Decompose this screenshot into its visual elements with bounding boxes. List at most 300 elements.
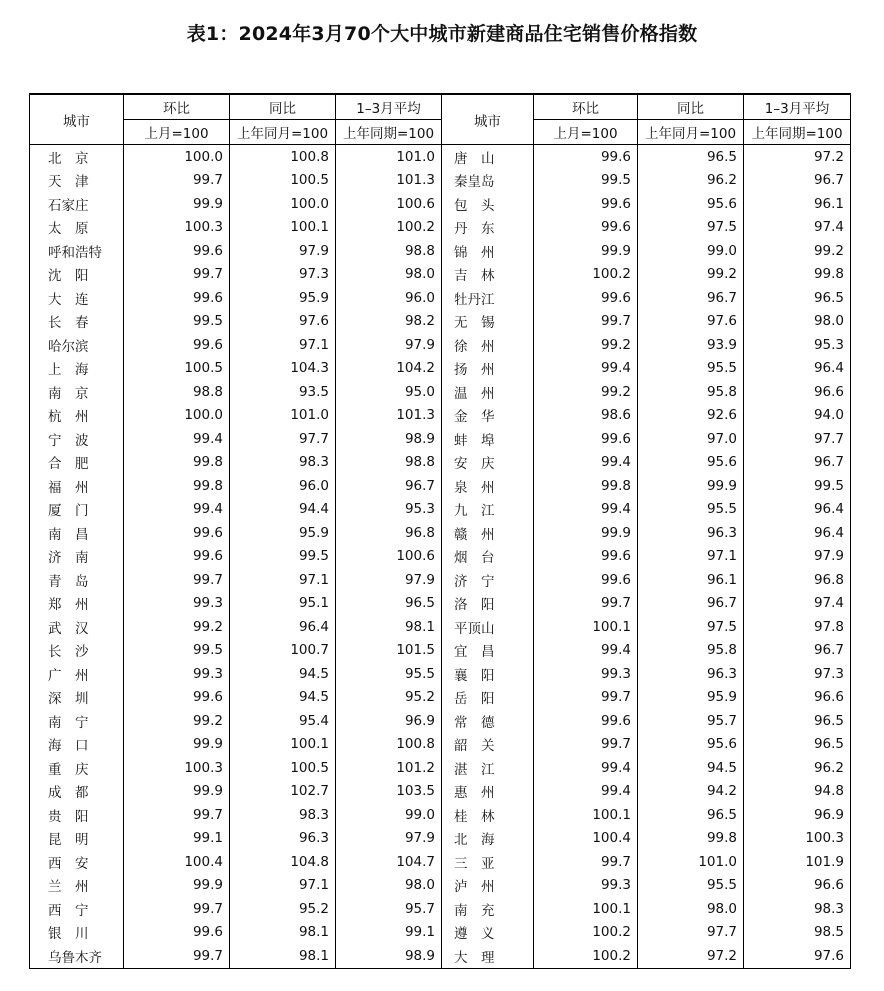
mom-value: 99.4 <box>534 756 638 780</box>
table-row <box>30 756 851 780</box>
yoy-value: 94.5 <box>230 686 336 710</box>
city-name: 青 岛 <box>30 568 124 592</box>
avg-value: 98.9 <box>336 944 442 968</box>
avg-value: 97.4 <box>744 592 851 616</box>
yoy-value: 97.7 <box>230 427 336 451</box>
yoy-value: 94.5 <box>230 662 336 686</box>
yoy-value: 98.0 <box>638 897 744 921</box>
yoy-value: 94.5 <box>638 756 744 780</box>
city-name: 长 沙 <box>30 639 124 663</box>
table-row <box>30 897 851 921</box>
city-name: 唐 山 <box>442 145 534 169</box>
yoy-value: 97.9 <box>230 239 336 263</box>
mom-value: 99.6 <box>534 192 638 216</box>
mom-value: 100.1 <box>534 897 638 921</box>
table-row <box>30 286 851 310</box>
avg-value: 97.2 <box>744 145 851 169</box>
yoy-value: 104.8 <box>230 850 336 874</box>
table-row <box>30 850 851 874</box>
mom-value: 99.7 <box>534 686 638 710</box>
mom-value: 99.7 <box>124 568 230 592</box>
city-name: 桂 林 <box>442 803 534 827</box>
yoy-value: 100.0 <box>230 192 336 216</box>
yoy-value: 101.0 <box>638 850 744 874</box>
mom-value: 99.2 <box>124 709 230 733</box>
avg-value: 99.1 <box>336 921 442 945</box>
avg-value: 96.7 <box>744 639 851 663</box>
avg-value: 95.2 <box>336 686 442 710</box>
table-row <box>30 216 851 240</box>
avg-value: 101.3 <box>336 169 442 193</box>
city-name: 北 京 <box>30 145 124 169</box>
city-name: 金 华 <box>442 404 534 428</box>
column-header-avg: 1–3月平均 <box>336 94 442 120</box>
city-name: 韶 关 <box>442 733 534 757</box>
mom-value: 99.7 <box>124 944 230 968</box>
city-name: 济 南 <box>30 545 124 569</box>
yoy-value: 96.2 <box>638 169 744 193</box>
city-name: 呼和浩特 <box>30 239 124 263</box>
avg-value: 96.0 <box>336 286 442 310</box>
mom-value: 99.9 <box>124 874 230 898</box>
city-name: 乌鲁木齐 <box>30 944 124 968</box>
mom-value: 100.5 <box>124 357 230 381</box>
city-name: 三 亚 <box>442 850 534 874</box>
avg-value: 99.5 <box>744 474 851 498</box>
avg-value: 97.6 <box>744 944 851 968</box>
yoy-value: 100.5 <box>230 756 336 780</box>
yoy-value: 95.6 <box>638 192 744 216</box>
avg-value: 104.7 <box>336 850 442 874</box>
city-name: 大 理 <box>442 944 534 968</box>
yoy-value: 93.9 <box>638 333 744 357</box>
avg-value: 96.4 <box>744 498 851 522</box>
city-name: 泸 州 <box>442 874 534 898</box>
avg-value: 96.4 <box>744 521 851 545</box>
mom-value: 99.1 <box>124 827 230 851</box>
mom-value: 99.7 <box>124 169 230 193</box>
city-name: 银 川 <box>30 921 124 945</box>
table-row <box>30 145 851 169</box>
city-name: 杭 州 <box>30 404 124 428</box>
avg-value: 94.0 <box>744 404 851 428</box>
avg-value: 103.5 <box>336 780 442 804</box>
table-row <box>30 874 851 898</box>
avg-value: 96.1 <box>744 192 851 216</box>
avg-value: 96.9 <box>336 709 442 733</box>
city-name: 吉 林 <box>442 263 534 287</box>
avg-value: 97.4 <box>744 216 851 240</box>
avg-value: 98.5 <box>744 921 851 945</box>
mom-value: 99.9 <box>124 733 230 757</box>
avg-value: 96.8 <box>744 568 851 592</box>
table-row <box>30 333 851 357</box>
yoy-value: 100.1 <box>230 733 336 757</box>
yoy-value: 99.8 <box>638 827 744 851</box>
city-name: 赣 州 <box>442 521 534 545</box>
yoy-value: 104.3 <box>230 357 336 381</box>
city-name: 扬 州 <box>442 357 534 381</box>
city-name: 济 宁 <box>442 568 534 592</box>
yoy-value: 99.9 <box>638 474 744 498</box>
city-name: 兰 州 <box>30 874 124 898</box>
yoy-value: 95.6 <box>638 451 744 475</box>
avg-value: 99.8 <box>744 263 851 287</box>
avg-value: 98.8 <box>336 451 442 475</box>
city-name: 郑 州 <box>30 592 124 616</box>
table-row <box>30 568 851 592</box>
city-name: 湛 江 <box>442 756 534 780</box>
city-name: 重 庆 <box>30 756 124 780</box>
avg-value: 96.7 <box>744 451 851 475</box>
mom-value: 99.6 <box>534 427 638 451</box>
table-row <box>30 192 851 216</box>
table-row <box>30 521 851 545</box>
city-name: 西 安 <box>30 850 124 874</box>
yoy-value: 101.0 <box>230 404 336 428</box>
avg-value: 98.3 <box>744 897 851 921</box>
table-row <box>30 357 851 381</box>
city-name: 贵 阳 <box>30 803 124 827</box>
yoy-value: 97.3 <box>230 263 336 287</box>
avg-value: 96.5 <box>744 733 851 757</box>
avg-value: 98.0 <box>744 310 851 334</box>
yoy-value: 100.5 <box>230 169 336 193</box>
avg-value: 96.6 <box>744 380 851 404</box>
mom-value: 99.6 <box>534 568 638 592</box>
city-name: 沈 阳 <box>30 263 124 287</box>
yoy-value: 96.3 <box>638 662 744 686</box>
yoy-value: 94.2 <box>638 780 744 804</box>
city-name: 长 春 <box>30 310 124 334</box>
table-row <box>30 639 851 663</box>
mom-value: 99.7 <box>534 310 638 334</box>
city-name: 烟 台 <box>442 545 534 569</box>
mom-value: 99.8 <box>124 474 230 498</box>
city-name: 哈尔滨 <box>30 333 124 357</box>
yoy-value: 96.7 <box>638 286 744 310</box>
mom-value: 99.2 <box>534 380 638 404</box>
yoy-value: 95.9 <box>638 686 744 710</box>
mom-value: 99.7 <box>534 850 638 874</box>
mom-value: 100.0 <box>124 404 230 428</box>
table-row <box>30 733 851 757</box>
avg-value: 96.8 <box>336 521 442 545</box>
mom-value: 99.9 <box>124 192 230 216</box>
yoy-value: 96.1 <box>638 568 744 592</box>
yoy-value: 95.5 <box>638 498 744 522</box>
mom-value: 100.1 <box>534 803 638 827</box>
city-name: 岳 阳 <box>442 686 534 710</box>
avg-value: 96.6 <box>744 686 851 710</box>
yoy-value: 94.4 <box>230 498 336 522</box>
mom-value: 99.5 <box>124 310 230 334</box>
mom-value: 99.2 <box>534 333 638 357</box>
avg-value: 96.5 <box>336 592 442 616</box>
city-name: 石家庄 <box>30 192 124 216</box>
avg-value: 96.5 <box>744 286 851 310</box>
mom-value: 99.6 <box>124 286 230 310</box>
mom-value: 99.6 <box>124 521 230 545</box>
yoy-value: 97.6 <box>230 310 336 334</box>
city-name: 徐 州 <box>442 333 534 357</box>
avg-value: 98.2 <box>336 310 442 334</box>
city-name: 上 海 <box>30 357 124 381</box>
mom-value: 99.2 <box>124 615 230 639</box>
table-row <box>30 827 851 851</box>
mom-value: 99.6 <box>124 333 230 357</box>
mom-value: 99.6 <box>534 709 638 733</box>
mom-value: 99.7 <box>124 897 230 921</box>
column-base-yoy: 上年同月=100 <box>638 120 744 145</box>
column-header-mom: 环比 <box>534 94 638 120</box>
avg-value: 95.7 <box>336 897 442 921</box>
yoy-value: 96.4 <box>230 615 336 639</box>
table-row <box>30 592 851 616</box>
city-name: 遵 义 <box>442 921 534 945</box>
yoy-value: 95.4 <box>230 709 336 733</box>
column-base-mom: 上月=100 <box>534 120 638 145</box>
avg-value: 97.9 <box>744 545 851 569</box>
mom-value: 99.7 <box>534 592 638 616</box>
avg-value: 98.1 <box>336 615 442 639</box>
avg-value: 98.9 <box>336 427 442 451</box>
yoy-value: 95.7 <box>638 709 744 733</box>
avg-value: 100.6 <box>336 545 442 569</box>
mom-value: 99.4 <box>534 451 638 475</box>
mom-value: 99.3 <box>534 874 638 898</box>
city-name: 海 口 <box>30 733 124 757</box>
yoy-value: 98.1 <box>230 921 336 945</box>
city-name: 秦皇岛 <box>442 169 534 193</box>
city-name: 福 州 <box>30 474 124 498</box>
yoy-value: 97.5 <box>638 615 744 639</box>
table-row <box>30 380 851 404</box>
column-header-city: 城市 <box>30 94 124 145</box>
mom-value: 99.6 <box>124 239 230 263</box>
avg-value: 98.0 <box>336 263 442 287</box>
yoy-value: 97.5 <box>638 216 744 240</box>
mom-value: 100.2 <box>534 263 638 287</box>
header-row <box>30 120 851 145</box>
mom-value: 99.6 <box>534 545 638 569</box>
avg-value: 98.8 <box>336 239 442 263</box>
avg-value: 98.0 <box>336 874 442 898</box>
city-name: 襄 阳 <box>442 662 534 686</box>
mom-value: 99.4 <box>534 639 638 663</box>
yoy-value: 102.7 <box>230 780 336 804</box>
city-name: 南 充 <box>442 897 534 921</box>
avg-value: 100.6 <box>336 192 442 216</box>
yoy-value: 96.5 <box>638 145 744 169</box>
table-row <box>30 662 851 686</box>
table-row <box>30 709 851 733</box>
yoy-value: 96.3 <box>230 827 336 851</box>
column-header-mom: 环比 <box>124 94 230 120</box>
yoy-value: 95.6 <box>638 733 744 757</box>
yoy-value: 95.5 <box>638 357 744 381</box>
yoy-value: 97.1 <box>230 874 336 898</box>
avg-value: 99.2 <box>744 239 851 263</box>
table-row <box>30 545 851 569</box>
table-row <box>30 404 851 428</box>
mom-value: 100.3 <box>124 756 230 780</box>
mom-value: 99.6 <box>124 921 230 945</box>
yoy-value: 95.8 <box>638 639 744 663</box>
table-row <box>30 686 851 710</box>
city-name: 安 庆 <box>442 451 534 475</box>
yoy-value: 95.1 <box>230 592 336 616</box>
yoy-value: 97.6 <box>638 310 744 334</box>
mom-value: 98.8 <box>124 380 230 404</box>
avg-value: 95.5 <box>336 662 442 686</box>
city-name: 成 都 <box>30 780 124 804</box>
avg-value: 94.8 <box>744 780 851 804</box>
mom-value: 99.5 <box>534 169 638 193</box>
mom-value: 99.4 <box>534 498 638 522</box>
yoy-value: 97.7 <box>638 921 744 945</box>
mom-value: 99.8 <box>534 474 638 498</box>
yoy-value: 92.6 <box>638 404 744 428</box>
mom-value: 99.9 <box>534 239 638 263</box>
avg-value: 96.7 <box>336 474 442 498</box>
mom-value: 99.9 <box>124 780 230 804</box>
table-row <box>30 615 851 639</box>
table-row <box>30 451 851 475</box>
yoy-value: 97.2 <box>638 944 744 968</box>
yoy-value: 96.3 <box>638 521 744 545</box>
table-row <box>30 474 851 498</box>
city-name: 九 江 <box>442 498 534 522</box>
mom-value: 99.3 <box>124 592 230 616</box>
column-header-yoy: 同比 <box>230 94 336 120</box>
mom-value: 99.5 <box>124 639 230 663</box>
mom-value: 100.1 <box>534 615 638 639</box>
avg-value: 96.9 <box>744 803 851 827</box>
yoy-value: 99.2 <box>638 263 744 287</box>
yoy-value: 100.7 <box>230 639 336 663</box>
mom-value: 99.7 <box>124 263 230 287</box>
yoy-value: 93.5 <box>230 380 336 404</box>
table-row <box>30 921 851 945</box>
avg-value: 96.2 <box>744 756 851 780</box>
avg-value: 95.3 <box>336 498 442 522</box>
city-name: 南 昌 <box>30 521 124 545</box>
city-name: 广 州 <box>30 662 124 686</box>
yoy-value: 96.7 <box>638 592 744 616</box>
mom-value: 100.3 <box>124 216 230 240</box>
avg-value: 100.3 <box>744 827 851 851</box>
mom-value: 99.6 <box>534 145 638 169</box>
table-header <box>30 94 851 145</box>
yoy-value: 97.0 <box>638 427 744 451</box>
city-name: 南 京 <box>30 380 124 404</box>
table-row <box>30 310 851 334</box>
city-name: 宜 昌 <box>442 639 534 663</box>
avg-value: 100.8 <box>336 733 442 757</box>
city-name: 西 宁 <box>30 897 124 921</box>
column-base-mom: 上月=100 <box>124 120 230 145</box>
avg-value: 97.9 <box>336 568 442 592</box>
yoy-value: 98.3 <box>230 451 336 475</box>
column-header-city: 城市 <box>442 94 534 145</box>
avg-value: 97.8 <box>744 615 851 639</box>
avg-value: 96.6 <box>744 874 851 898</box>
yoy-value: 97.1 <box>638 545 744 569</box>
yoy-value: 99.5 <box>230 545 336 569</box>
avg-value: 99.0 <box>336 803 442 827</box>
mom-value: 100.0 <box>124 145 230 169</box>
yoy-value: 95.5 <box>638 874 744 898</box>
column-base-avg: 上年同期=100 <box>336 120 442 145</box>
price-index-table <box>29 93 851 969</box>
avg-value: 101.9 <box>744 850 851 874</box>
yoy-value: 100.8 <box>230 145 336 169</box>
mom-value: 99.9 <box>534 521 638 545</box>
yoy-value: 97.1 <box>230 568 336 592</box>
mom-value: 99.8 <box>124 451 230 475</box>
avg-value: 97.7 <box>744 427 851 451</box>
table-body <box>30 145 851 969</box>
column-base-avg: 上年同期=100 <box>744 120 851 145</box>
mom-value: 99.4 <box>124 498 230 522</box>
mom-value: 99.6 <box>124 686 230 710</box>
city-name: 宁 波 <box>30 427 124 451</box>
city-name: 丹 东 <box>442 216 534 240</box>
city-name: 昆 明 <box>30 827 124 851</box>
avg-value: 96.5 <box>744 709 851 733</box>
table-row <box>30 263 851 287</box>
table-row <box>30 427 851 451</box>
avg-value: 95.3 <box>744 333 851 357</box>
city-name: 合 肥 <box>30 451 124 475</box>
yoy-value: 95.2 <box>230 897 336 921</box>
mom-value: 100.4 <box>124 850 230 874</box>
avg-value: 101.3 <box>336 404 442 428</box>
yoy-value: 96.0 <box>230 474 336 498</box>
table-row <box>30 239 851 263</box>
avg-value: 95.0 <box>336 380 442 404</box>
city-name: 牡丹江 <box>442 286 534 310</box>
yoy-value: 98.1 <box>230 944 336 968</box>
mom-value: 100.2 <box>534 921 638 945</box>
mom-value: 99.6 <box>124 545 230 569</box>
city-name: 锦 州 <box>442 239 534 263</box>
mom-value: 99.4 <box>534 780 638 804</box>
avg-value: 97.9 <box>336 827 442 851</box>
yoy-value: 96.5 <box>638 803 744 827</box>
mom-value: 100.2 <box>534 944 638 968</box>
city-name: 大 连 <box>30 286 124 310</box>
city-name: 无 锡 <box>442 310 534 334</box>
mom-value: 99.6 <box>534 216 638 240</box>
city-name: 北 海 <box>442 827 534 851</box>
mom-value: 98.6 <box>534 404 638 428</box>
yoy-value: 95.9 <box>230 286 336 310</box>
city-name: 洛 阳 <box>442 592 534 616</box>
city-name: 温 州 <box>442 380 534 404</box>
table-row <box>30 803 851 827</box>
avg-value: 96.4 <box>744 357 851 381</box>
yoy-value: 95.8 <box>638 380 744 404</box>
avg-value: 97.9 <box>336 333 442 357</box>
city-name: 太 原 <box>30 216 124 240</box>
yoy-value: 97.1 <box>230 333 336 357</box>
yoy-value: 99.0 <box>638 239 744 263</box>
city-name: 惠 州 <box>442 780 534 804</box>
mom-value: 100.4 <box>534 827 638 851</box>
city-name: 南 宁 <box>30 709 124 733</box>
